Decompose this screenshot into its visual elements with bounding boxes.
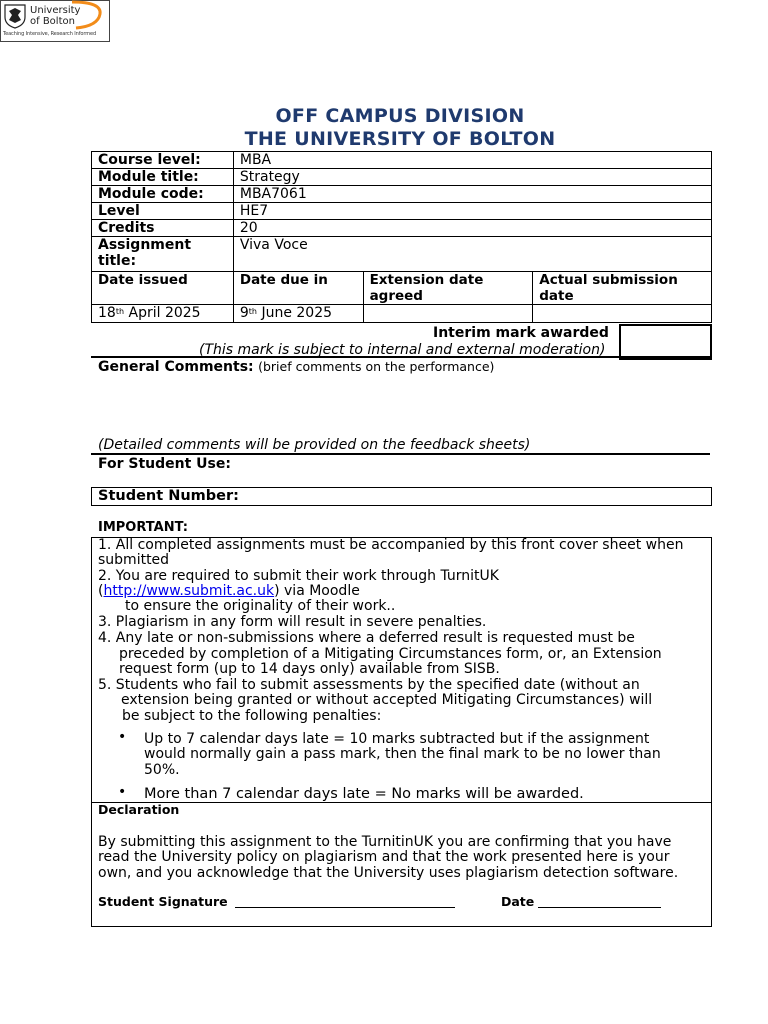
list-item: would normally gain a pass mark, then the final mark to be no lower than — [144, 746, 661, 762]
extension-date-label: Extension date agreed — [363, 272, 533, 305]
course-level-label: Course level: — [92, 152, 234, 169]
divider — [91, 802, 712, 803]
date-issued-value: 18th April 2025 — [92, 305, 234, 323]
signature-line[interactable] — [235, 907, 455, 908]
module-code-value: MBA7061 — [233, 186, 711, 203]
table-row — [92, 169, 712, 186]
heading-division: OFF CAMPUS DIVISION — [275, 105, 525, 127]
assignment-title-value: Viva Voce — [233, 237, 711, 272]
important-title: IMPORTANT: — [98, 520, 188, 535]
list-item: 1. All completed assignments must be accompanied by this front cover sheet when — [98, 537, 684, 553]
student-number-label: Student Number: — [98, 488, 239, 504]
module-title-value: Strategy — [233, 169, 711, 186]
list-item: request form (up to 14 days only) available from SISB. — [119, 661, 500, 677]
crest-icon — [3, 3, 27, 29]
credits-label: Credits — [92, 220, 234, 237]
actual-submission-label: Actual submission date — [533, 272, 712, 305]
list-item: 4. Any late or non-submissions where a deferred result is requested must be — [98, 630, 635, 646]
logo-tagline: Teaching Intensive, Research Informed — [3, 31, 97, 37]
module-info-table — [91, 151, 712, 323]
for-student-use-label: For Student Use: — [98, 456, 231, 472]
declaration-title: Declaration — [98, 802, 180, 817]
list-item: submitted — [98, 552, 170, 568]
general-comments: General Comments: (brief comments on the performance) — [98, 359, 495, 375]
moderation-note: (This mark is subject to internal and external moderation) — [199, 342, 606, 358]
list-item: be subject to the following penalties: — [122, 708, 382, 724]
divider — [91, 453, 710, 455]
extension-date-value[interactable] — [363, 305, 533, 323]
level-label: Level — [92, 203, 234, 220]
module-title-label: Module title: — [92, 169, 234, 186]
date-label: Date — [501, 894, 535, 909]
course-level-value: MBA — [233, 152, 711, 169]
signature-label: Student Signature — [98, 894, 228, 909]
list-item: extension being granted or without accepted Mitigating Circumstances) will — [121, 692, 653, 708]
divider — [91, 356, 712, 358]
student-number-field[interactable] — [91, 487, 712, 506]
assignment-title-label: Assignment title: — [92, 237, 234, 272]
date-line[interactable] — [538, 907, 661, 908]
bullet-icon: • — [118, 784, 127, 800]
module-code-label: Module code: — [92, 186, 234, 203]
level-value: HE7 — [233, 203, 711, 220]
table-row — [92, 186, 712, 203]
declaration-text: By submitting this assignment to the TurnitinUK you are confirming that you have — [98, 834, 672, 850]
date-due-value: 9th June 2025 — [233, 305, 363, 323]
interim-mark-box[interactable] — [619, 324, 712, 360]
date-issued-label: Date issued — [92, 272, 234, 305]
table-row — [92, 220, 712, 237]
date-due-label: Date due in — [233, 272, 363, 305]
list-item: 50%. — [144, 762, 180, 778]
actual-submission-value[interactable] — [533, 305, 712, 323]
list-item: Up to 7 calendar days late = 10 marks subtracted but if the assignment — [144, 731, 650, 747]
logo-name: University of Bolton — [30, 5, 81, 27]
university-logo — [0, 0, 110, 42]
table-row — [92, 237, 712, 272]
heading-university: THE UNIVERSITY OF BOLTON — [244, 128, 556, 150]
credits-value: 20 — [233, 220, 711, 237]
declaration-text: own, and you acknowledge that the University uses plagiarism detection software. — [98, 865, 679, 881]
table-row — [92, 272, 712, 305]
list-item: preceded by completion of a Mitigating Circumstances form, or, an Extension — [119, 646, 662, 662]
table-row — [92, 152, 712, 169]
list-item: 2. You are required to submit their work through TurnitUK — [98, 568, 499, 584]
submit-link[interactable]: http://www.submit.ac.uk — [103, 583, 275, 599]
interim-mark-label: Interim mark awarded — [433, 325, 609, 341]
list-item: to ensure the originality of their work.. — [125, 598, 396, 614]
feedback-note: (Detailed comments will be provided on the feedback sheets) — [98, 437, 531, 453]
table-row — [92, 305, 712, 323]
table-row — [92, 203, 712, 220]
bullet-icon: • — [118, 729, 127, 745]
declaration-text: read the University policy on plagiarism and that the work presented here is your — [98, 849, 670, 865]
list-item: More than 7 calendar days late = No marks will be awarded. — [144, 786, 584, 802]
list-item: (http://www.submit.ac.uk) via Moodle — [98, 583, 360, 599]
list-item: 5. Students who fail to submit assessments by the specified date (without an — [98, 677, 640, 693]
list-item: 3. Plagiarism in any form will result in severe penalties. — [98, 614, 487, 630]
